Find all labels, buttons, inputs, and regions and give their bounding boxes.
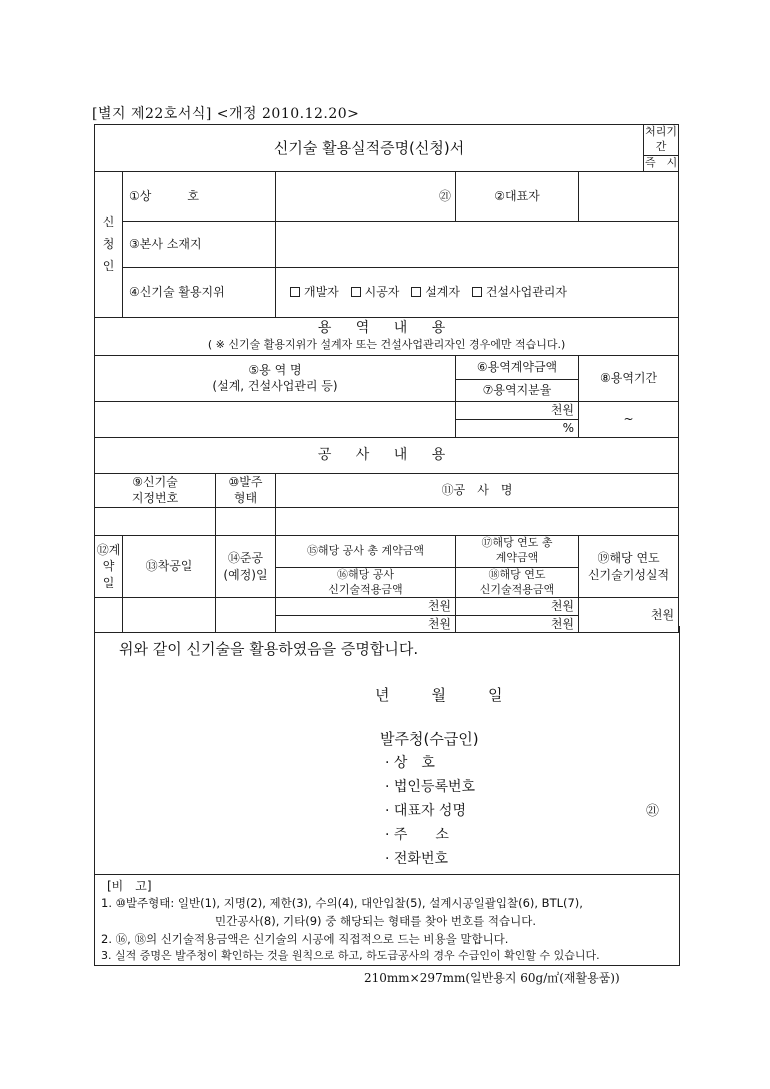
remark-3: 3. 실적 증명은 발주청이 확인하는 것을 원칙으로 하고, 하도급공사의 경우 수급인이 확인할 수 있습니다. bbox=[101, 949, 600, 962]
service-amount-field[interactable] bbox=[456, 401, 579, 419]
representative-field[interactable] bbox=[579, 171, 679, 221]
designation-number-field[interactable] bbox=[95, 507, 216, 535]
applied-amount-label: ⑯해당 공사 신기술적용금액 bbox=[276, 567, 456, 598]
year-applied-amount-label: ⑱해당 연도 신기술적용금액 bbox=[456, 567, 579, 598]
processing-period-value: 즉 시 bbox=[644, 155, 679, 171]
remarks-heading: [비 고] bbox=[107, 879, 152, 893]
checkbox-construction-manager[interactable] bbox=[472, 287, 482, 297]
construction-heading: 공 사 내 용 bbox=[95, 437, 679, 473]
unit-thousand-won: 천원 bbox=[427, 599, 451, 614]
service-name-sub: (설계, 건설사업관리 등) bbox=[212, 379, 338, 394]
service-name-label: ⑤용 역 명 bbox=[248, 363, 302, 377]
certification-statement: 위와 같이 신기술을 활용하였음을 증명합니다. bbox=[119, 640, 419, 658]
remark-1: 1. ⑩발주형태: 일반(1), 지명(2), 제한(3), 수의(4), 대안입찰(5), 설계시공일괄입찰(6), BTL(7), bbox=[101, 896, 583, 910]
service-amount-label: ⑥용역계약금액 bbox=[456, 355, 579, 379]
unit-thousand-won: 천원 bbox=[550, 403, 574, 418]
checkbox-constructor[interactable] bbox=[351, 287, 361, 297]
designation-number-label: ⑨신기술 지정번호 bbox=[95, 473, 216, 507]
unit-thousand-won: 천원 bbox=[550, 616, 574, 631]
option-designer-label: 설계자 bbox=[425, 285, 460, 300]
construction-name-label: ⑪공 사 명 bbox=[276, 473, 679, 507]
order-type-field[interactable] bbox=[216, 507, 276, 535]
remark-2: 2. ⑯, ⑱의 신기술적용금액은 신기술의 시공에 직접적으로 드는 비용을 말합니다. bbox=[101, 932, 509, 946]
company-name-field[interactable] bbox=[276, 171, 456, 221]
representative-label: ②대표자 bbox=[456, 171, 579, 221]
service-period-field[interactable] bbox=[579, 401, 679, 437]
issuer-representative: · 대표자 성명 bbox=[385, 803, 466, 819]
company-name-label: ①상 호 bbox=[123, 171, 276, 221]
service-section-header bbox=[95, 317, 679, 355]
unit-thousand-won: 천원 bbox=[650, 607, 675, 622]
year-performance-label: ⑲해당 연도 신기술기성실적 bbox=[579, 535, 679, 598]
completion-date-label: ⑭준공 (예정)일 bbox=[216, 535, 276, 598]
issuer-label: 발주청(수급인) bbox=[380, 730, 479, 748]
checkbox-developer[interactable] bbox=[290, 287, 300, 297]
applicant-section-label: 신 청 인 bbox=[95, 171, 123, 317]
issuer-address: · 주 소 bbox=[385, 827, 449, 843]
unit-percent: % bbox=[562, 421, 574, 436]
year-contract-amount-field[interactable] bbox=[456, 598, 579, 615]
seal-mark: ㉑ bbox=[438, 189, 451, 204]
service-share-label: ⑦용역지분율 bbox=[456, 379, 579, 401]
order-type-label: ⑩발주 형태 bbox=[216, 473, 276, 507]
issuer-seal-mark: ㉑ bbox=[645, 804, 659, 819]
form-number: [별지 제22호서식] <개정 2010.12.20> bbox=[92, 106, 360, 122]
service-note: ( ※ 신기술 활용지위가 설계자 또는 건설사업관리자인 경우에만 적습니다.) bbox=[207, 338, 566, 352]
remarks-block bbox=[94, 874, 680, 966]
utilization-status-options bbox=[276, 267, 679, 317]
processing-period-label: 처리기간 bbox=[644, 125, 679, 156]
head-office-address-label: ③본사 소재지 bbox=[123, 221, 276, 267]
service-name-field[interactable] bbox=[95, 401, 456, 437]
issuer-phone: · 전화번호 bbox=[385, 851, 448, 867]
issuer-registration-number: · 법인등록번호 bbox=[385, 779, 476, 795]
option-developer-label: 개발자 bbox=[304, 285, 339, 300]
remark-1-cont: 민간공사(8), 기타(9) 중 해당되는 형태를 찾아 번호를 적습니다. bbox=[215, 914, 536, 928]
service-share-field[interactable] bbox=[456, 419, 579, 437]
form-title: 신기술 활용실적증명(신청)서 bbox=[95, 125, 644, 172]
checkbox-designer[interactable] bbox=[411, 287, 421, 297]
service-period-label: ⑧용역기간 bbox=[579, 355, 679, 401]
total-contract-amount-label: ⑮해당 공사 총 계약금액 bbox=[276, 535, 456, 567]
unit-thousand-won: 천원 bbox=[427, 616, 451, 631]
utilization-status-label: ④신기술 활용지위 bbox=[123, 267, 276, 317]
total-contract-amount-field[interactable] bbox=[276, 598, 456, 615]
contract-date-label: ⑫계약 일 bbox=[95, 535, 123, 598]
certification-block bbox=[94, 626, 680, 874]
issuer-company-name: · 상 호 bbox=[385, 755, 435, 771]
unit-thousand-won: 천원 bbox=[550, 599, 574, 614]
period-tilde: ~ bbox=[623, 412, 634, 427]
service-name-header bbox=[95, 355, 456, 401]
start-date-label: ⑬착공일 bbox=[123, 535, 216, 598]
option-constructor-label: 시공자 bbox=[364, 285, 400, 300]
certification-date: 년 월 일 bbox=[375, 686, 507, 704]
service-heading: 용 역 내 용 bbox=[317, 320, 456, 337]
paper-spec: 210mm×297mm(일반용지 60g/㎡(재활용품)) bbox=[364, 971, 620, 985]
option-construction-manager-label: 건설사업관리자 bbox=[485, 285, 567, 300]
year-contract-amount-label: ⑰해당 연도 총 계약금액 bbox=[456, 535, 579, 567]
head-office-address-field[interactable] bbox=[276, 221, 679, 267]
application-form bbox=[94, 124, 679, 633]
construction-name-field[interactable] bbox=[276, 507, 679, 535]
